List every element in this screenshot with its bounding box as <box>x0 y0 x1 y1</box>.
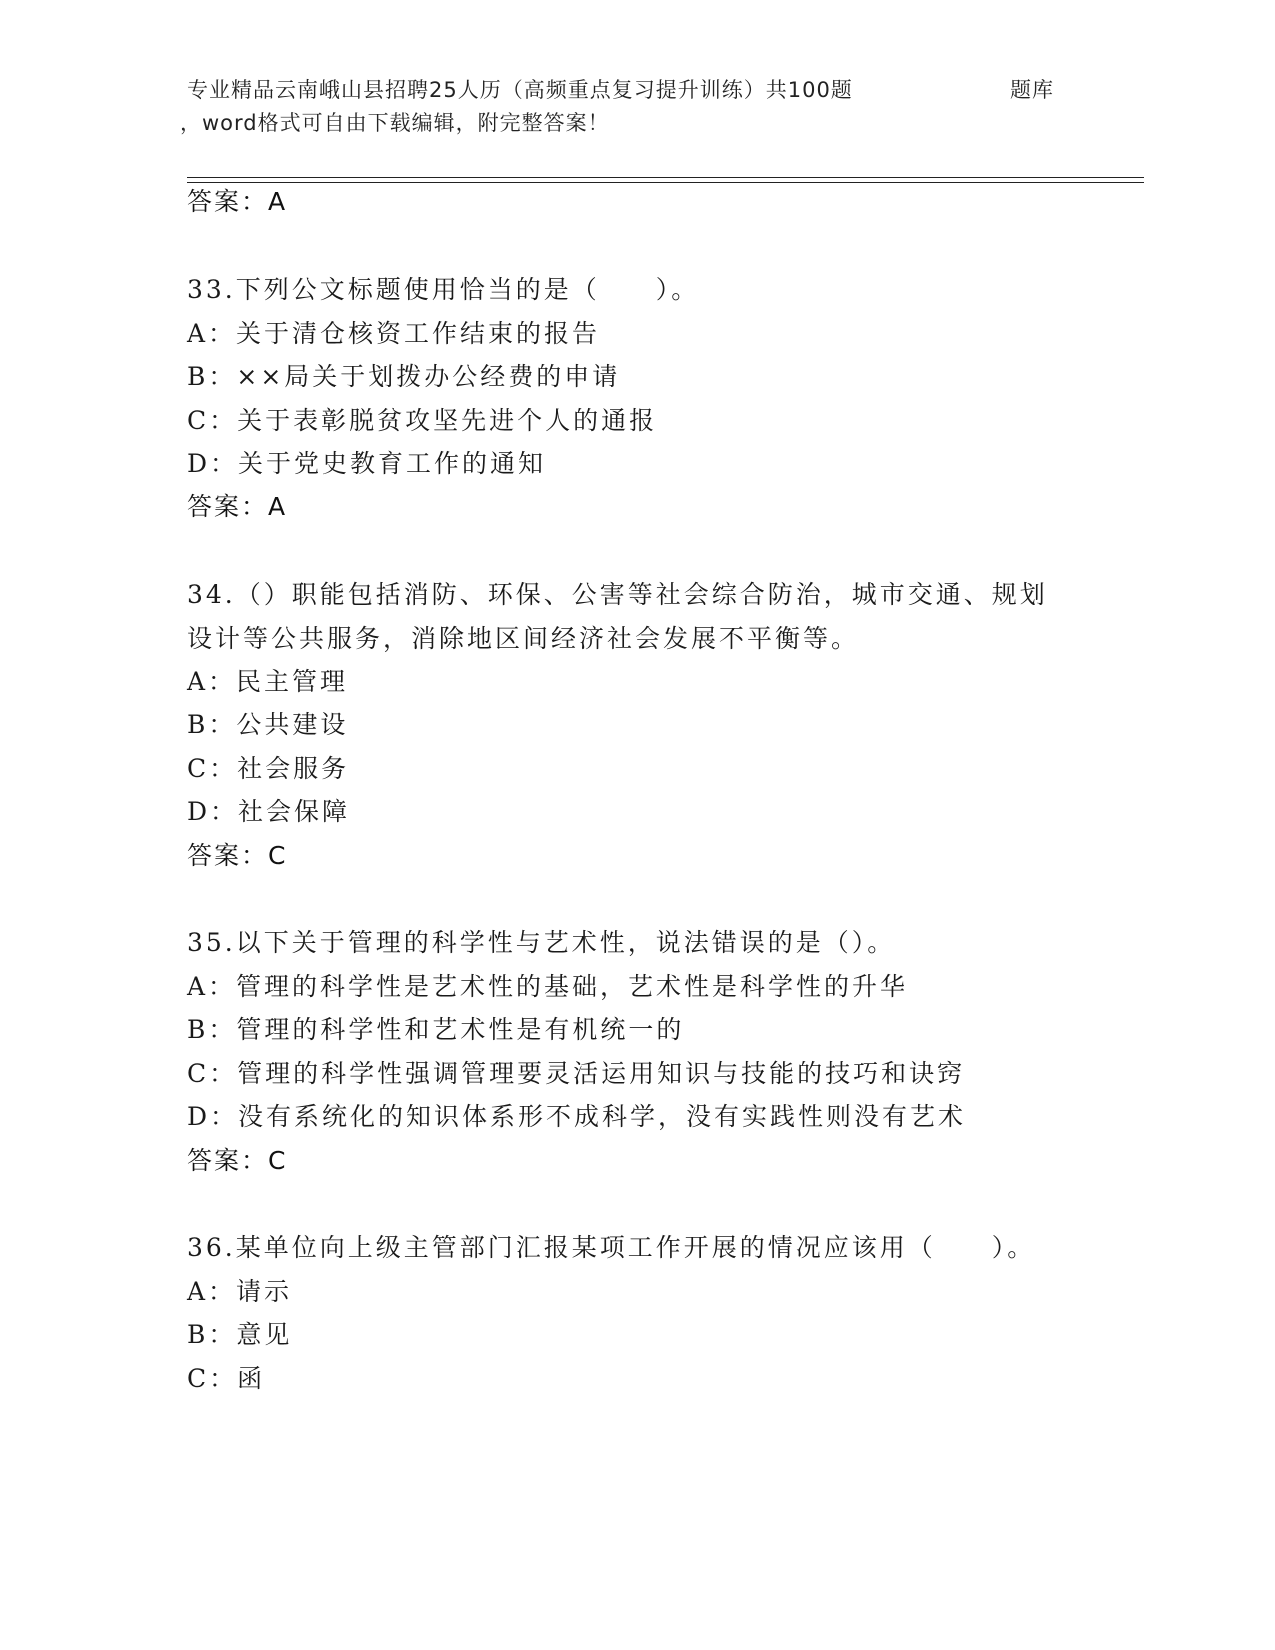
question-34-option-d: D：社会保障 <box>187 797 351 826</box>
question-35-option-a: A：管理的科学性是艺术性的基础，艺术性是科学性的升华 <box>187 972 909 1001</box>
question-35-option-d: D：没有系统化的知识体系形不成科学，没有实践性则没有艺术 <box>187 1102 967 1131</box>
question-35-option-c: C：管理的科学性强调管理要灵活运用知识与技能的技巧和诀窍 <box>187 1059 966 1088</box>
question-36-option-b: B：意见 <box>187 1320 293 1349</box>
header-tag: 题库 <box>1010 78 1054 102</box>
question-36-option-c: C：函 <box>187 1364 266 1393</box>
answer-q33: 答案：A <box>187 492 288 521</box>
question-33-option-a: A：关于清仓核资工作结束的报告 <box>187 319 601 348</box>
question-33-option-d: D：关于党史教育工作的通知 <box>187 449 547 478</box>
question-34-option-b: B：公共建设 <box>187 710 349 739</box>
answer-q34: 答案：C <box>187 841 288 870</box>
header-title: 专业精品云南峨山县招聘25人历（高频重点复习提升训练）共100题 <box>187 78 853 102</box>
question-35-option-b: B：管理的科学性和艺术性是有机统一的 <box>187 1015 685 1044</box>
answer-q32: 答案：A <box>187 187 288 216</box>
question-33-option-b: B：××局关于划拨办公经费的申请 <box>187 362 621 391</box>
question-34-option-c: C：社会服务 <box>187 754 350 783</box>
question-35-stem: 35.以下关于管理的科学性与艺术性，说法错误的是（）。 <box>187 928 896 957</box>
question-36-option-a: A：请示 <box>187 1277 293 1306</box>
header-subtitle: ，word格式可自由下载编辑，附完整答案！ <box>180 111 610 135</box>
answer-q35: 答案：C <box>187 1146 288 1175</box>
question-34-stem-line2: 设计等公共服务，消除地区间经济社会发展不平衡等。 <box>187 624 860 653</box>
header-divider <box>187 177 1144 178</box>
question-33-option-c: C：关于表彰脱贫攻坚先进个人的通报 <box>187 406 658 435</box>
question-33-stem: 33.下列公文标题使用恰当的是（ ）。 <box>187 275 700 304</box>
header-divider-double <box>187 182 1144 183</box>
question-36-stem: 36.某单位向上级主管部门汇报某项工作开展的情况应该用（ ）。 <box>187 1233 1036 1262</box>
question-34-stem-line1: 34.（）职能包括消防、环保、公害等社会综合防治，城市交通、规划 <box>187 580 1048 609</box>
question-34-option-a: A：民主管理 <box>187 667 349 696</box>
